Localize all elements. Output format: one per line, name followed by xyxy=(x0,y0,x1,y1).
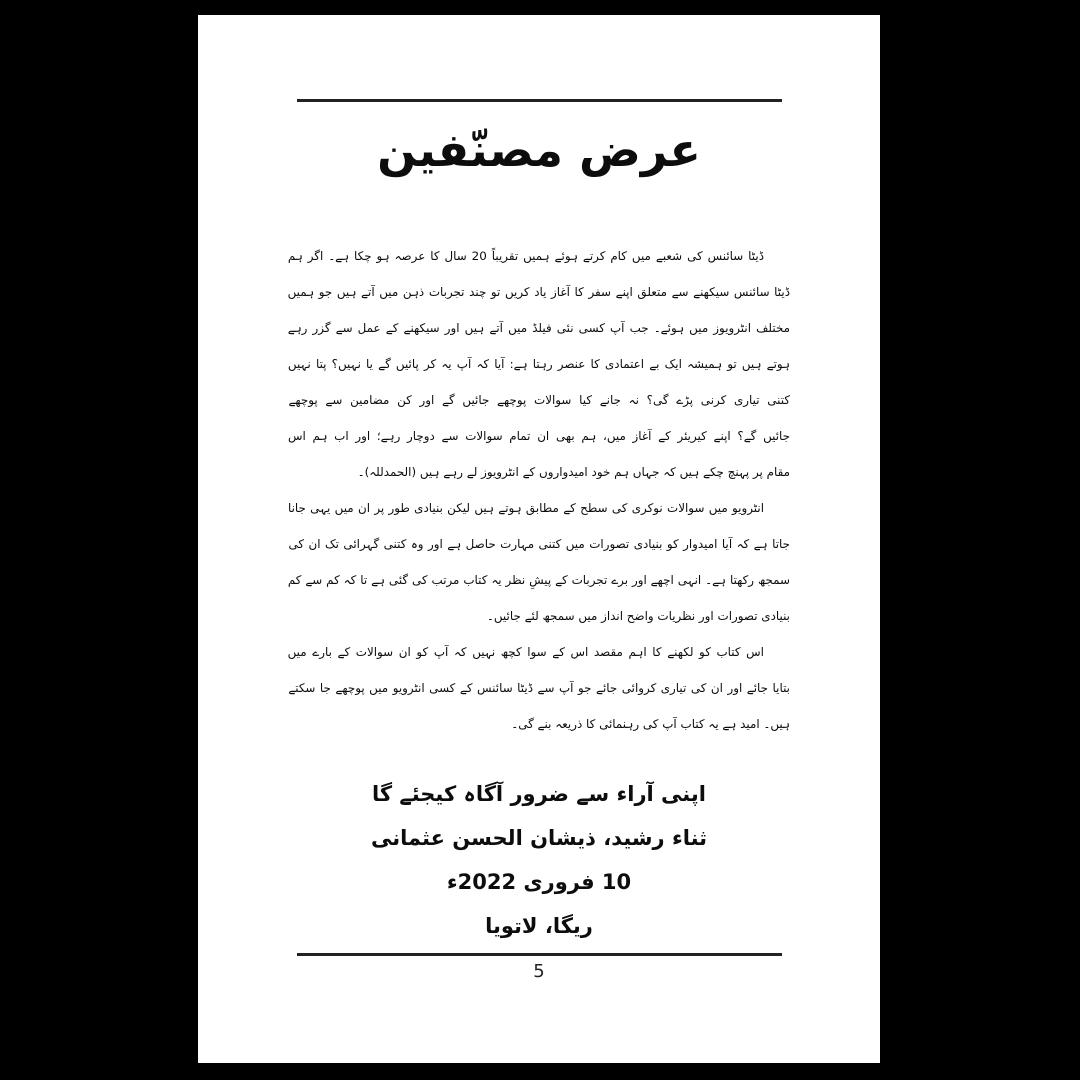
text-line: بنیادی تصورات اور نظریات واضح انداز میں سمجھ لئے جائیں۔ xyxy=(486,609,790,623)
text-line: ڈیٹا سائنس کی شعبے میں کام کرتے ہوئے ہمیں تقریباً 20 سال کا عرصہ ہو چکا ہے۔ اگر ہم xyxy=(287,249,764,263)
page-title: عرض مصنّفین xyxy=(377,123,701,177)
text-line: سمجھ رکھتا ہے۔ انہی اچھے اور برے تجربات کے پیشِ نظر یہ کتاب مرتب کی گئی ہے تا کہ کم سے کم xyxy=(287,573,790,587)
top-divider xyxy=(297,99,782,102)
text-line: ہیں۔ امید ہے یہ کتاب آپ کی رہنمائی کا ذریعہ بنے گی۔ xyxy=(511,717,790,731)
bottom-divider xyxy=(297,953,782,956)
preface-text xyxy=(288,237,790,741)
place-line: ریگا، لاتویا xyxy=(485,914,593,938)
author-names-line: ثناء رشید، ذیشان الحسن عثمانی xyxy=(370,826,708,850)
date-line: 10 فروری 2022ء xyxy=(446,870,632,894)
signature-block xyxy=(198,772,880,948)
text-line: مقام پر پہنچ چکے ہیں کہ جہاں ہم خود امیدواروں کے انٹرویوز لے رہے ہیں (الحمدللہ)۔ xyxy=(357,465,790,479)
text-line: ہوتے ہیں تو ہمیشہ ایک بے اعتمادی کا عنصر رہتا ہے: آیا کہ آپ یہ کر پائیں گے یا نہیں؟ پتا نہیں xyxy=(287,357,790,371)
text-line: بتایا جائے اور ان کی تیاری کروائی جائے جو آپ سے ڈیٹا سائنس کے کسی انٹرویو میں پوچھے جا سکتے xyxy=(288,681,790,695)
text-line: انٹرویو میں سوالات نوکری کی سطح کے مطابق ہوتے ہیں لیکن بنیادی طور پر ان میں یہی جانا xyxy=(287,501,764,515)
text-line: ڈیٹا سائنس سیکھنے سے متعلق اپنے سفر کا آغاز یاد کریں تو چند تجربات ذہن میں آتے ہیں جو ہمیں xyxy=(287,285,790,299)
text-line: جائیں گے؟ اپنے کیریئر کے آغاز میں، ہم بھی ان تمام سوالات سے دوچار رہے؛ اور اب ہم اس xyxy=(288,429,790,443)
book-page xyxy=(198,15,880,1063)
text-line: مختلف انٹرویوز میں ہوئے۔ جب آپ کسی نئی فیلڈ میں آتے ہیں اور سیکھنے کے عمل سے گزر رہے xyxy=(287,321,790,335)
text-line: کتنی تیاری کرنی پڑے گی؟ نہ جانے کیا سوالات پوچھے جائیں گے اور کن مضامین سے پوچھے xyxy=(288,393,790,407)
feedback-request-line: اپنی آراء سے ضرور آگاہ کیجئے گا xyxy=(372,782,706,806)
text-line: اس کتاب کو لکھنے کا اہم مقصد اس کے سوا کچھ نہیں کہ آپ کو ان سوالات کے بارے میں xyxy=(287,645,764,659)
text-line: جاتا ہے کہ آیا امیدوار کو بنیادی تصورات میں کتنی مہارت حاصل ہے اور وہ کتنی گہرائی تک ان کی xyxy=(288,537,790,551)
page-number: 5 xyxy=(533,961,545,982)
